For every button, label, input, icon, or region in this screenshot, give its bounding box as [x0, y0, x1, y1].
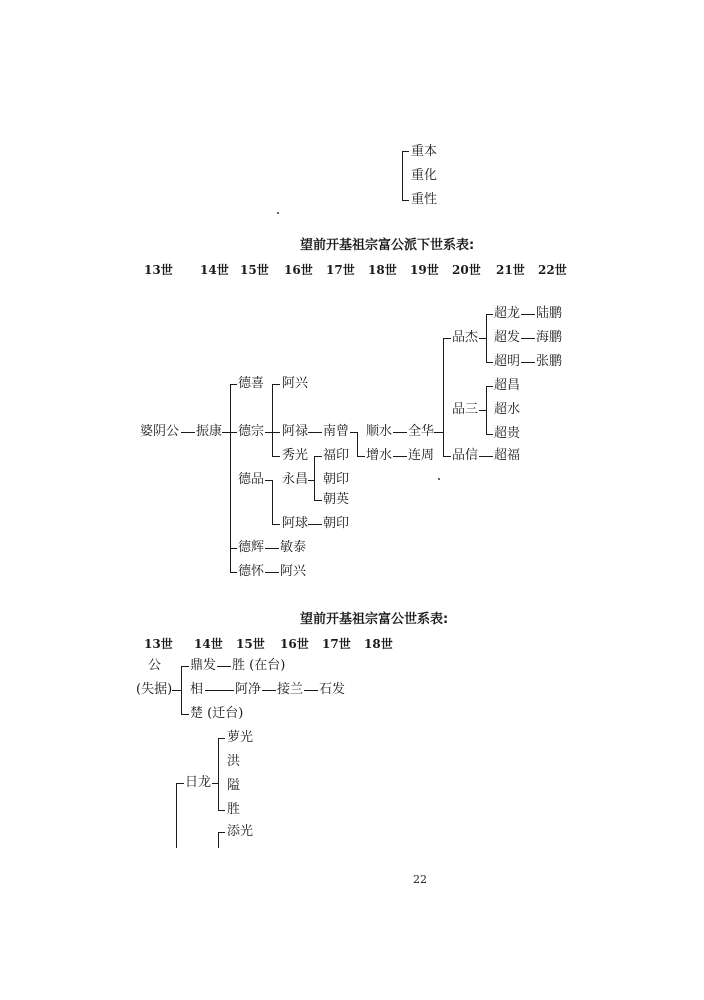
person-hong: 洪	[227, 754, 241, 769]
person-depin: 德品	[238, 472, 265, 487]
person-luoguang: 萝光	[227, 730, 254, 745]
person-shiju: (失据)	[136, 682, 173, 697]
gen-label: 18世	[364, 637, 393, 651]
name-zhongxing: 重性	[411, 192, 438, 207]
connector	[181, 714, 189, 715]
connector	[486, 314, 493, 315]
name-zhongben: 重本	[411, 144, 438, 159]
person-pinjie: 品杰	[452, 330, 479, 345]
connector	[304, 690, 318, 691]
gen-label: 20世	[452, 263, 481, 277]
gen-label: 14世	[194, 637, 223, 651]
person-chaochang: 超昌	[494, 378, 521, 393]
connector	[479, 456, 493, 457]
person-yi: 隘	[227, 778, 241, 793]
person-nanzeng: 南曾	[323, 424, 350, 439]
gen-label: 22世	[538, 263, 567, 277]
person-alu: 阿禄	[282, 424, 309, 439]
person-chaoming: 超明	[494, 354, 521, 369]
person-zhenkang: 振康	[196, 424, 223, 439]
top-bracket-vertical	[402, 151, 403, 201]
person-ajing: 阿净	[235, 682, 262, 697]
connector	[486, 362, 493, 363]
connector	[314, 500, 322, 501]
bracket-21a	[486, 314, 487, 363]
person-chaolong: 超龙	[494, 306, 521, 321]
person-quanhua: 全华	[408, 424, 435, 439]
connector	[181, 432, 195, 433]
person-dezong: 德宗	[238, 424, 265, 439]
person-shunshui: 顺水	[366, 424, 393, 439]
person-chaoying: 朝英	[323, 492, 350, 507]
connector	[181, 666, 189, 667]
person-yongchang: 永昌	[282, 472, 309, 487]
table2-title: 望前开基祖宗富公世系表:	[300, 612, 449, 627]
connector	[521, 362, 535, 363]
gen-label: 15世	[236, 637, 265, 651]
gen-label: 13世	[144, 637, 173, 651]
gen-label: 19世	[410, 263, 439, 277]
person-root: 婆阴公	[140, 424, 180, 439]
gen-label: 17世	[322, 637, 351, 651]
person-zengshui: 增水	[366, 448, 393, 463]
connector	[486, 386, 493, 387]
bracket-t2-left	[176, 783, 177, 848]
person-rilong: 日龙	[185, 775, 212, 790]
top-bracket-tick	[402, 151, 409, 152]
gen-label: 18世	[368, 263, 397, 277]
person-tianguang: 添光	[227, 824, 254, 839]
connector	[272, 384, 280, 385]
bracket-21b	[486, 386, 487, 435]
person-lianzhou: 连周	[408, 448, 435, 463]
connector	[357, 456, 365, 457]
gen-label: 13世	[144, 263, 173, 277]
bracket-t2-14	[181, 666, 182, 715]
connector	[521, 338, 535, 339]
bracket-20	[443, 338, 444, 457]
connector	[230, 572, 237, 573]
top-bracket-tick	[402, 200, 409, 201]
connector	[486, 434, 493, 435]
person-xiuguang: 秀光	[282, 448, 309, 463]
bracket-15	[230, 384, 231, 573]
connector	[218, 832, 225, 833]
bracket-16a	[272, 384, 273, 457]
connector	[272, 432, 280, 433]
connector	[308, 524, 322, 525]
person-sheng-zaitai: 胜 (在台)	[232, 658, 286, 673]
connector	[265, 572, 279, 573]
connector	[443, 456, 451, 457]
person-gong: 公	[148, 658, 162, 673]
connector	[393, 456, 407, 457]
bracket-17	[314, 456, 315, 501]
person-chaoyin2: 朝印	[323, 516, 350, 531]
connector	[176, 783, 184, 784]
bracket-16b	[272, 480, 273, 525]
person-axing2: 阿兴	[280, 564, 307, 579]
person-dehuai: 德怀	[238, 564, 265, 579]
person-chaoyin1: 朝印	[323, 472, 350, 487]
name-zhonghua: 重化	[411, 168, 438, 183]
person-chaogui: 超贵	[494, 426, 521, 441]
connector	[308, 432, 322, 433]
connector	[262, 690, 276, 691]
person-xiang: 相	[190, 682, 204, 697]
person-minqin: 敏泰	[280, 540, 307, 555]
person-chaofu: 超福	[494, 448, 521, 463]
person-dingfa: 鼎发	[190, 658, 217, 673]
connector	[393, 432, 407, 433]
gen-label: 16世	[280, 637, 309, 651]
connector	[443, 338, 451, 339]
bracket-t2-tianguang	[218, 832, 219, 848]
person-chu-qiantai: 楚 (迁台)	[190, 706, 244, 721]
connector	[272, 524, 280, 525]
connector	[272, 456, 280, 457]
connector	[265, 548, 279, 549]
connector	[218, 738, 225, 739]
person-pinxin: 品信	[452, 448, 479, 463]
gen-label: 16世	[284, 263, 313, 277]
connector	[521, 314, 535, 315]
gen-label: 17世	[326, 263, 355, 277]
gen-label: 15世	[240, 263, 269, 277]
person-haipeng: 海鹏	[536, 330, 563, 345]
gen-label: 21世	[496, 263, 525, 277]
speck	[438, 478, 440, 480]
connector	[218, 810, 225, 811]
bracket-t2-rilong	[218, 738, 219, 811]
person-dexi: 德喜	[238, 376, 265, 391]
connector	[230, 432, 237, 433]
person-chaoshui: 超水	[494, 402, 521, 417]
person-sheng: 胜	[227, 802, 241, 817]
person-aqiu: 阿球	[282, 516, 309, 531]
person-chaofa: 超发	[494, 330, 521, 345]
connector	[217, 666, 231, 667]
table1-title: 望前开基祖宗富公派下世系表:	[300, 238, 475, 253]
person-pinsan: 品三	[452, 402, 479, 417]
speck	[277, 212, 279, 214]
connector	[230, 548, 237, 549]
connector	[205, 690, 234, 691]
person-shifa: 石发	[319, 682, 346, 697]
bracket-18	[357, 432, 358, 457]
person-axing: 阿兴	[282, 376, 309, 391]
connector	[230, 384, 237, 385]
person-dehui: 德辉	[238, 540, 265, 555]
connector	[314, 456, 322, 457]
page-number: 22	[413, 873, 427, 886]
person-jielan: 接兰	[277, 682, 304, 697]
person-fuyin: 福印	[323, 448, 350, 463]
gen-label: 14世	[200, 263, 229, 277]
person-lupeng: 陆鹏	[536, 306, 563, 321]
person-zhangpeng: 张鹏	[536, 354, 563, 369]
